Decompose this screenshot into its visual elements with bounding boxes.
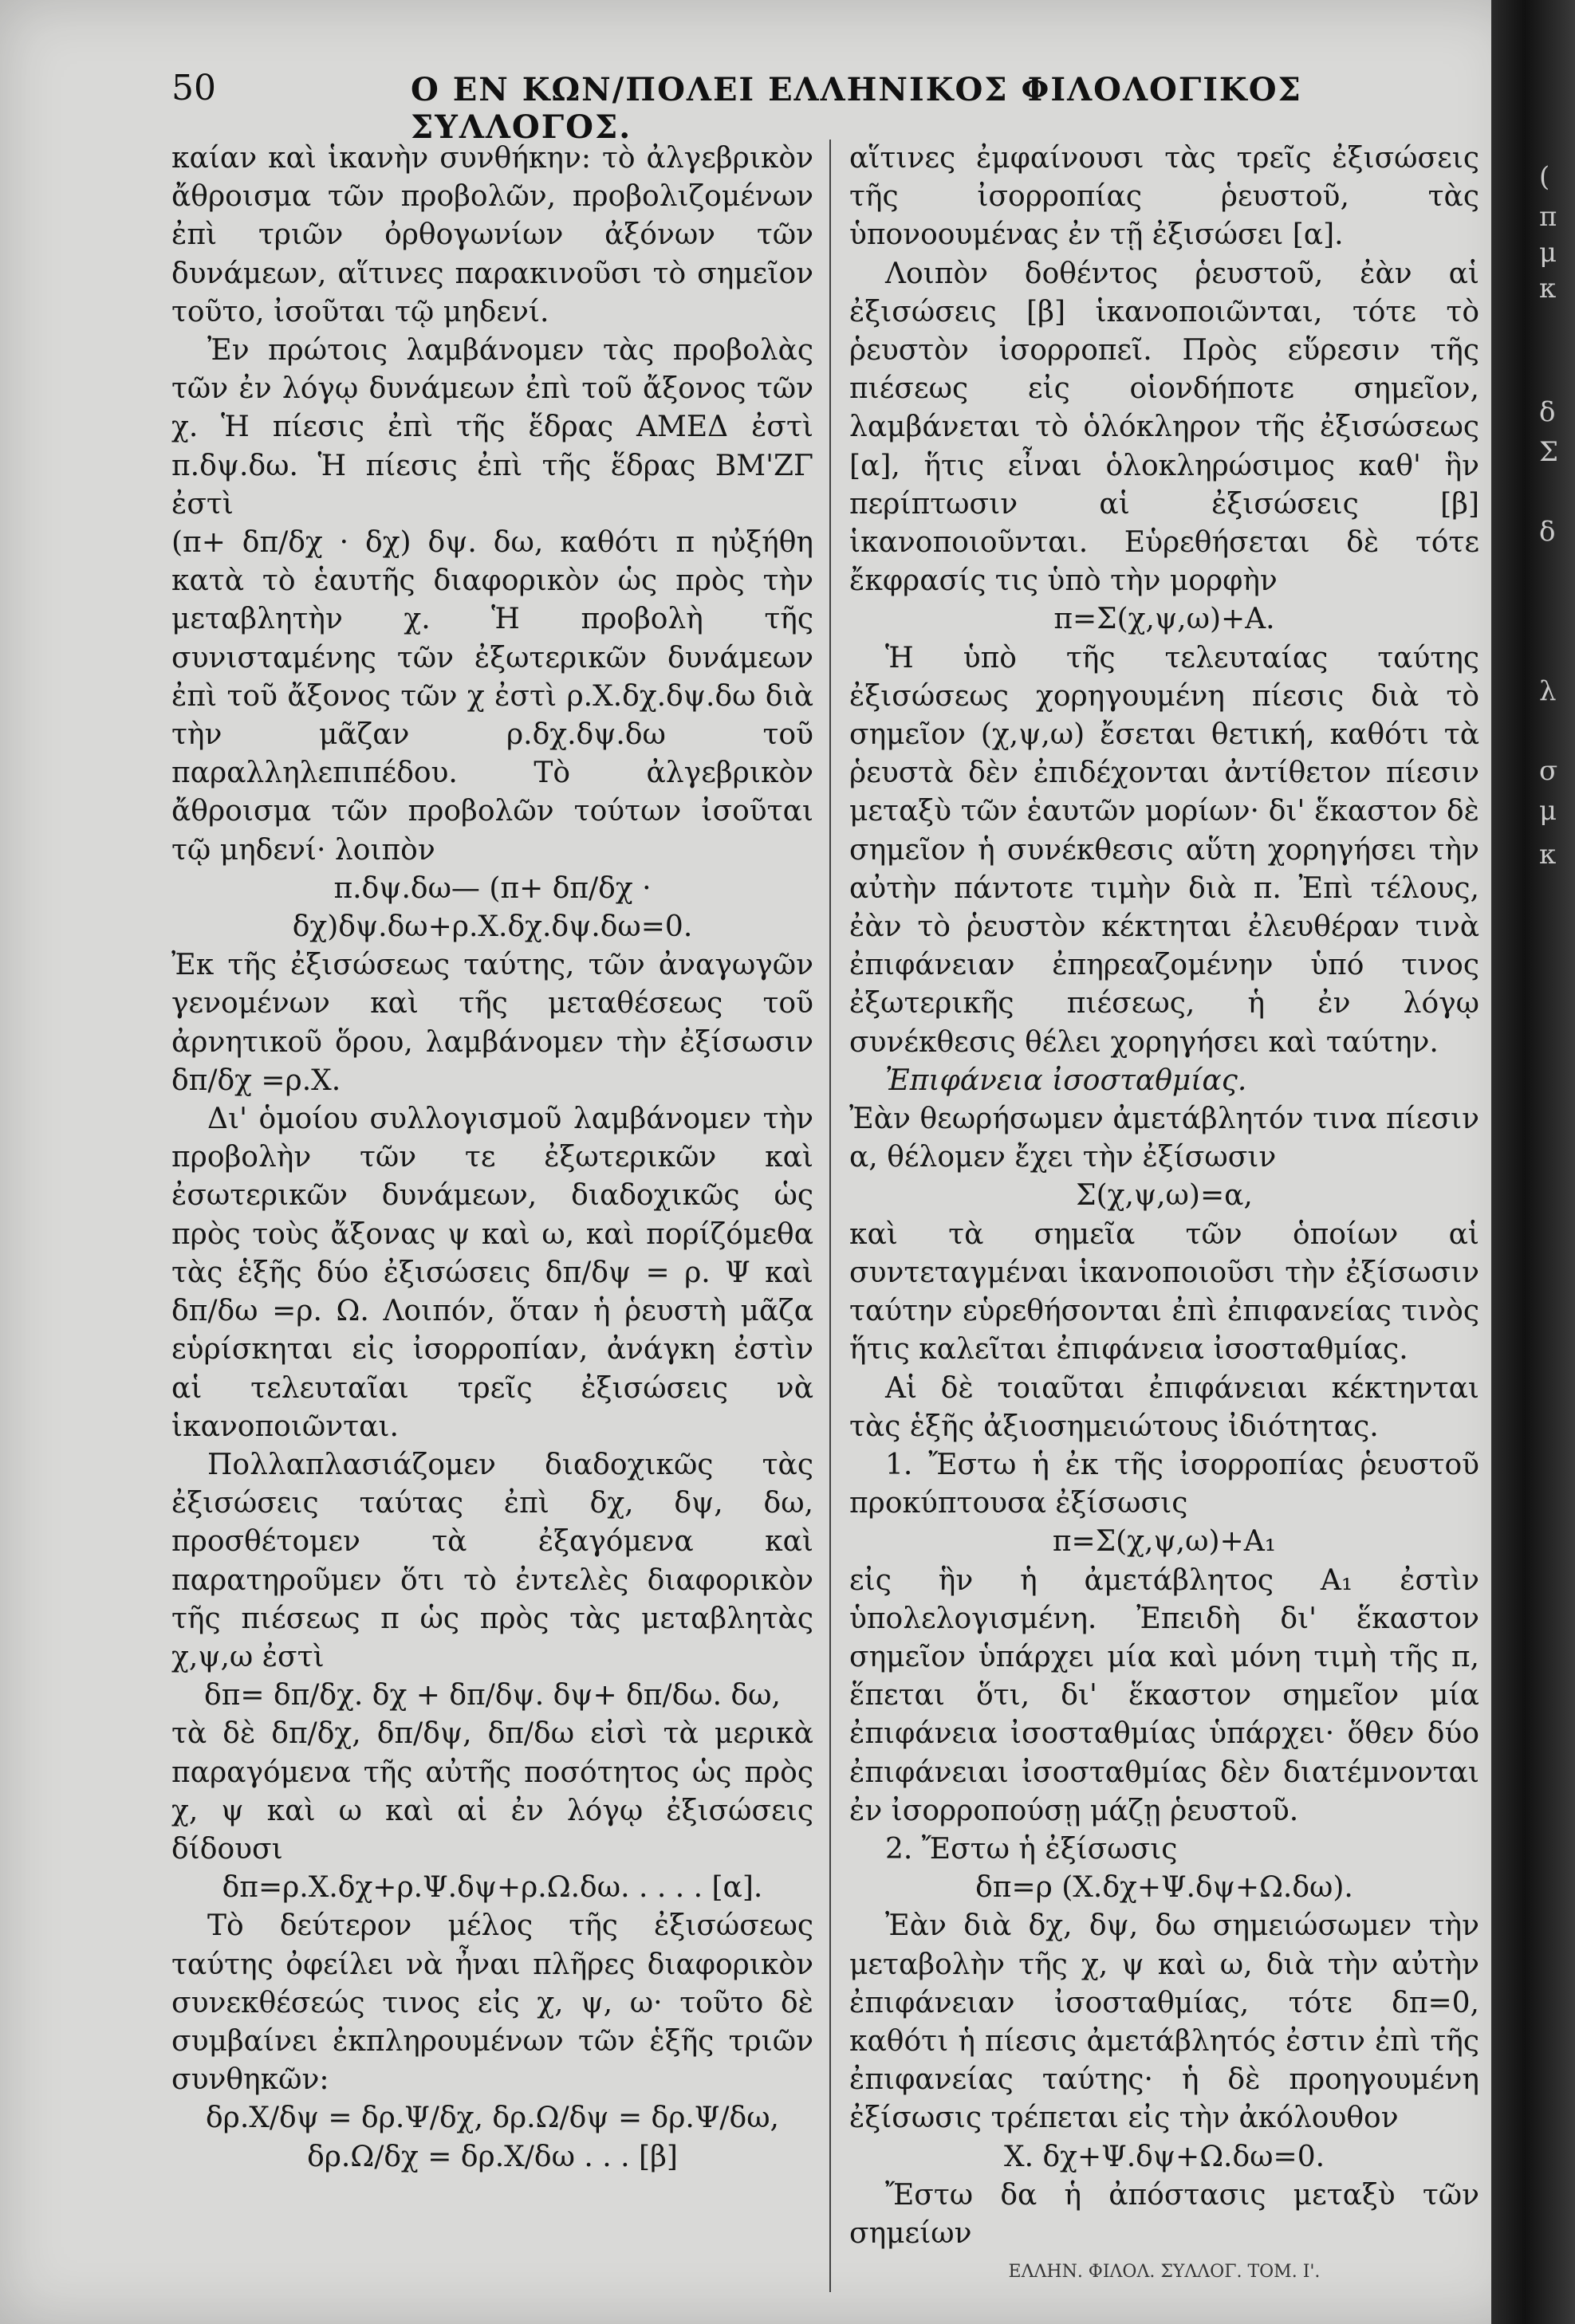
paragraph: 1. Ἔστω ἡ ἐκ τῆς ἰσορροπίας ῥευστοῦ προκύπτουσα ἐξίσωσις (849, 1448, 1479, 1520)
section-title: Ἐπιφάνεια ἰσοσταθμίας. (885, 1064, 1247, 1097)
paragraph: Ἐκ τῆς ἐξισώσεως ταύτης, τῶν ἀναγωγῶν γενομένων καὶ τῆς μεταθέσεως τοῦ ἀρνητικοῦ ὅρου, λαμβάνομεν τὴν ἐξίσωσιν δπ/δχ =ρ.Χ. (171, 949, 813, 1097)
running-head: Ο ΕΝ ΚΩΝ/ΠΟΛΕΙ ΕΛΛΗΝΙΚΟΣ ΦΙΛΟΛΟΓΙΚΟΣ ΣΥΛΛΟΓΟΣ. (411, 71, 1302, 146)
equation-alpha: δπ=ρ.Χ.δχ+ρ.Ψ.δψ+ρ.Ω.δω. . . . . [α]. (222, 1871, 763, 1905)
paragraph: αἵτινες ἐμφαίνουσι τὰς τρεῖς ἐξισώσεις τῆς ἰσορροπίας ῥευστοῦ, τὰς ὑπονοουμένας ἐν τῇ ἐξισώσει [α]. (849, 142, 1479, 252)
paragraph: εἰς ἣν ἡ ἀμετάβλητος Α₁ ἐστὶν ὑπολελογισμένη. Ἐπειδὴ δι' ἕκαστον σημεῖον ὑπάρχει μία καὶ μόνη τιμὴ τῆς π, ἕπεται ὅτι, δι' ἕκαστον σημεῖον μία ἐπιφάνεια ἰσοσταθμίας ὑπάρχει· ὅθεν δύο ἐπιφάνειαι ἰσοσταθμίας δὲν διατέμνονται ἐν ἰσορροπούσῃ μάζῃ ῥευστοῦ. (849, 1563, 1479, 1827)
paragraph: Ἐὰν διὰ δχ, δψ, δω σημειώσωμεν τὴν μεταβολὴν τῆς χ, ψ καὶ ω, διὰ τὴν αὐτὴν ἐπιφάνειαν ἰσοσταθμίας, τότε δπ=0, καθότι ἡ πίεσις ἀμετάβλητός ἐστιν ἐπὶ τῆς ἐπιφανείας ταύτης· ἡ δὲ προηγουμένη ἐξίσωσις τρέπεται εἰς τὴν ἀκόλουθον (849, 1909, 1479, 2135)
paragraph: καὶ τὰ σημεῖα τῶν ὁποίων αἱ συντεταγμέναι ἱκανοποιοῦσι τὴν ἐξίσωσιν ταύτην εὑρεθήσονται ἐπὶ ἐπιφανείας τινὸς ἥτις καλεῖται ἐπιφάνεια ἰσοσταθμίας. (849, 1217, 1479, 1366)
paragraph: καίαν καὶ ἱκανὴν συνθήκην: τὸ ἀλγεβρικὸν ἄθροισμα τῶν προβολῶν, προβολιζομένων ἐπὶ τριῶν ὀρθογωνίων ἀξόνων τῶν δυνάμεων, αἵτινες παρακινοῦσι τὸ σημεῖον τοῦτο, ἰσοῦται τῷ μηδενί. (171, 142, 813, 328)
edge-glyph: Σ (1539, 436, 1559, 468)
equation: π.δψ.δω— (π+ δπ/δχ · δχ)δψ.δω+ρ.Χ.δχ.δψ.δω=0. (292, 871, 693, 944)
paragraph: τὰ δὲ δπ/δχ, δπ/δψ, δπ/δω εἰσὶ τὰ μερικὰ παραγόμενα τῆς αὐτῆς ποσότητος ὡς πρὸς χ, ψ καὶ ω καὶ αἱ ἐν λόγῳ ἐξισώσεις δίδουσι (171, 1717, 813, 1866)
paragraph: Ἐν πρώτοις λαμβάνομεν τὰς προβολὰς τῶν ἐν λόγῳ δυνάμεων ἐπὶ τοῦ ἄξονος τῶν χ. Ἡ πίεσις ἐπὶ τῆς ἕδρας ΑΜΕΔ ἐστὶ π.δψ.δω. Ἡ πίεσις ἐπὶ τῆς ἕδρας ΒΜ'ΖΓ ἐστὶ (171, 334, 813, 521)
equation: δπ=ρ (Χ.δχ+Ψ.δψ+Ω.δω). (975, 1871, 1353, 1905)
edge-glyph: λ (1539, 675, 1557, 707)
equation: Χ. δχ+Ψ.δψ+Ω.δω=0. (1003, 2140, 1325, 2173)
left-column (171, 140, 813, 2177)
equation: π=Σ(χ,ψ,ω)+Α. (1053, 603, 1275, 636)
edge-glyph: π (1539, 201, 1557, 233)
paragraph: (π+ δπ/δχ · δχ) δψ. δω, καθότι π ηὐξήθη κατὰ τὸ ἑαυτῆς διαφορικὸν ὡς πρὸς τὴν μεταβλητὴν χ. Ἡ προβολὴ τῆς συνισταμένης τῶν ἐξωτερικῶν δυνάμεων ἐπὶ τοῦ ἄξονος τῶν χ ἐστὶ ρ.Χ.δχ.δψ.δω διὰ τὴν μᾶζαν ρ.δχ.δψ.δω τοῦ παραλληλεπιπέδου. Τὸ ἀλγεβρικὸν ἄθροισμα τῶν προβολῶν τούτων ἰσοῦται τῷ μηδενί· λοιπὸν (171, 526, 813, 867)
equation: π=Σ(χ,ψ,ω)+Α₁ (1052, 1525, 1277, 1559)
right-column (849, 140, 1479, 2291)
edge-glyph: δ (1539, 516, 1556, 548)
paragraph: Ἔστω δα ἡ ἀπόστασις μεταξὺ τῶν σημείων (849, 2178, 1479, 2250)
book-spine (1491, 0, 1575, 2324)
equation-beta: δρ.Χ/δψ = δρ.Ψ/δχ, δρ.Ω/δψ = δρ.Ψ/δω, δρ.Ω/δχ = δρ.Χ/δω . . . [β] (205, 2102, 779, 2173)
paragraph: 2. Ἔστω ἡ ἐξίσωσις (885, 1832, 1178, 1866)
paragraph: Πολλαπλασιάζομεν διαδοχικῶς τὰς ἐξισώσεις ταύτας ἐπὶ δχ, δψ, δω, προσθέτομεν τὰ ἐξαγόμενα καὶ παρατηροῦμεν ὅτι τὸ ἐντελὲς διαφορικὸν τῆς πιέσεως π ὡς πρὸς τὰς μεταβλητὰς χ,ψ,ω ἐστὶ (171, 1448, 813, 1673)
page-number: 50 (171, 68, 216, 108)
paragraph: Τὸ δεύτερον μέλος τῆς ἐξισώσεως ταύτης ὀφείλει νὰ ἦναι πλῆρες διαφορικὸν συνεκθέσεώς τινος εἰς χ, ψ, ω· τοῦτο δὲ συμβαίνει ἐκπληρουμένων τῶν ἑξῆς τριῶν συνθηκῶν: (171, 1909, 813, 2097)
paragraph: Δι' ὁμοίου συλλογισμοῦ λαμβάνομεν τὴν προβολὴν τῶν τε ἐξωτερικῶν καὶ ἐσωτερικῶν δυνάμεων, διαδοχικῶς ὡς πρὸς τοὺς ἄξονας ψ καὶ ω, καὶ πορίζόμεθα τὰς ἑξῆς δύο ἐξισώσεις δπ/δψ = ρ. Ψ καὶ δπ/δω =ρ. Ω. Λοιπόν, ὅταν ἡ ῥευστὴ μᾶζα εὑρίσκηται εἰς ἰσορροπίαν, ἀνάγκη ἐστὶν αἱ τελευταῖαι τρεῖς ἐξισώσεις νὰ ἱκανοποιῶνται. (171, 1103, 813, 1443)
edge-glyph: κ (1539, 839, 1557, 871)
column-divider (829, 140, 831, 2292)
edge-glyph: μ (1539, 795, 1557, 827)
edge-glyph: ( (1539, 161, 1550, 193)
paragraph: Αἱ δὲ τοιαῦται ἐπιφάνειαι κέκτηνται τὰς ἑξῆς ἀξιοσημειώτους ἰδιότητας. (849, 1371, 1479, 1443)
edge-glyph: μ (1539, 237, 1557, 269)
paragraph: Ἡ ὑπὸ τῆς τελευταίας ταύτης ἐξισώσεως χορηγουμένη πίεσις διὰ τὸ σημεῖον (χ,ψ,ω) ἔσεται θετική, καθότι τὰ ῥευστὰ δὲν ἐπιδέχονται ἀντίθετον πίεσιν μεταξὺ τῶν ἑαυτῶν μορίων· δι' ἕκαστον δὲ σημεῖον ἡ συνέκθεσις αὕτη χορηγήσει τὴν αὐτὴν πάντοτε τιμὴν διὰ π. Ἐπὶ τέλους, ἐὰν τὸ ῥευστὸν κέκτηται ἐλευθέραν τινὰ ἐπιφάνειαν ἐπηρεαζομένην ὑπό τινος ἐξωτερικῆς πιέσεως, ἡ ἐν λόγῳ συνέκθεσις θέλει χορηγήσει καὶ ταύτην. (849, 641, 1479, 1059)
edge-glyph: κ (1539, 273, 1557, 305)
paragraph: Ἐὰν θεωρήσωμεν ἀμετάβλητόν τινα πίεσιν α, θέλομεν ἔχει τὴν ἐξίσωσιν (849, 1103, 1479, 1174)
edge-glyph: σ (1539, 755, 1558, 787)
edge-glyph: δ (1539, 396, 1556, 428)
signature-mark: ΕΛΛΗΝ. ΦΙΛΟΛ. ΣΥΛΛΟΓ. ΤΟΜ. Ι'. (1008, 2262, 1321, 2283)
equation: δπ= δπ/δχ. δχ + δπ/δψ. δψ+ δπ/δω. δω, (204, 1679, 781, 1713)
paragraph: Λοιπὸν δοθέντος ῥευστοῦ, ἐὰν αἱ ἐξισώσεις [β] ἱκανοποιῶνται, τότε τὸ ῥευστὸν ἰσορροπεῖ. Πρὸς εὕρεσιν τῆς πιέσεως εἰς οἱονδήποτε σημεῖον, λαμβάνεται τὸ ὁλόκληρον τῆς ἐξισώσεως [α], ἥτις εἶναι ὁλοκληρώσιμος καθ' ἣν περίπτωσιν αἱ ἐξισώσεις [β] ἱκανοποιοῦνται. Εὑρεθήσεται δὲ τότε ἔκφρασίς τις ὑπὸ τὴν μορφὴν (849, 257, 1479, 598)
page-header (171, 68, 1431, 146)
equation: Σ(χ,ψ,ω)=α, (1076, 1179, 1253, 1213)
